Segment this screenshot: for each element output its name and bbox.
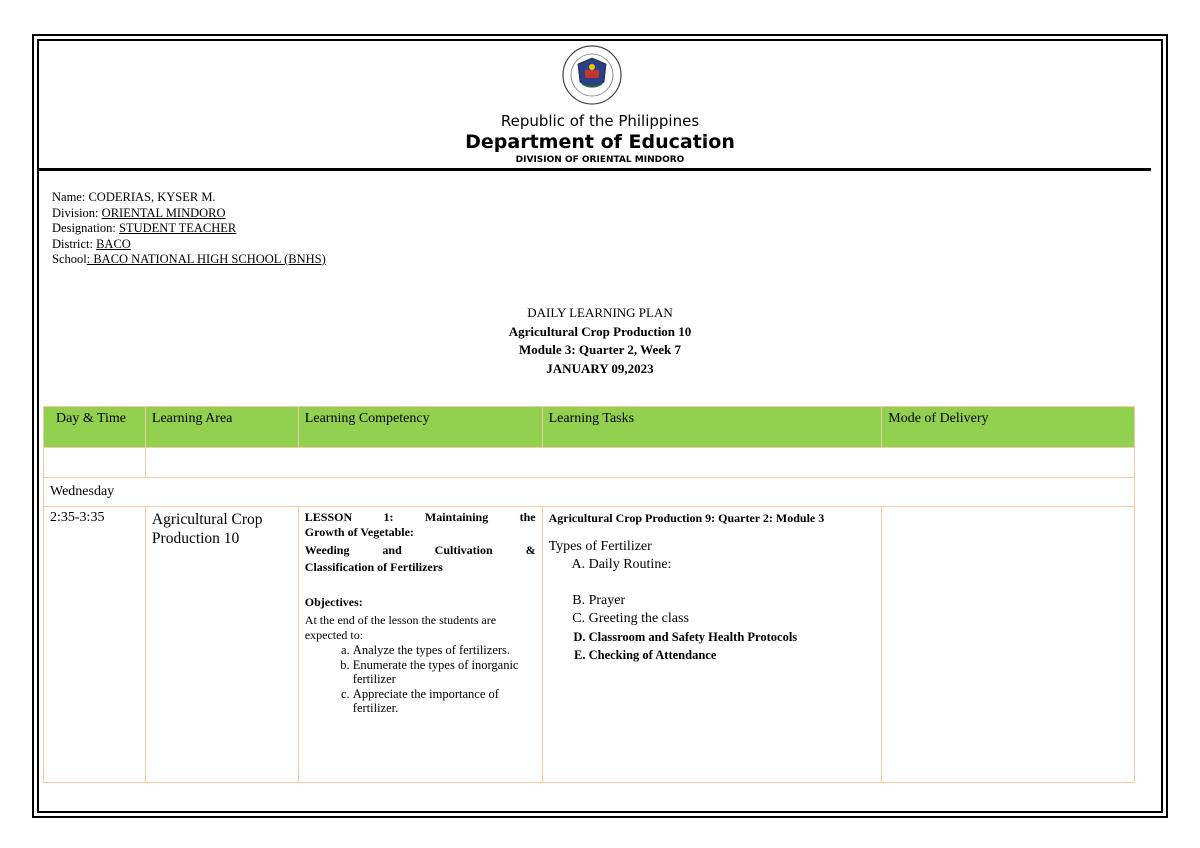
list-item: C. Greeting the class [589,610,876,628]
division-line [52,206,326,222]
plan-module: Module 3: Quarter 2, Week 7 [518,342,681,357]
tasks-list [549,556,876,664]
tasks-cell [542,507,882,783]
school-line [52,252,326,268]
objectives-label: Objectives: [304,595,363,609]
tasks-module-title: Agricultural Crop Production 9: Quarter 2: Module 3 [548,511,825,525]
plan-subject: Agricultural Crop Production 10 [508,323,692,339]
district-label: District: [52,236,97,251]
time-cell: 2:35-3:35 [44,507,146,783]
header-division: DIVISION OF ORIENTAL MINDORO [515,155,685,165]
division-label: Division: [52,205,102,220]
lesson-line-1: LESSON 1: Maintaining the [304,510,536,524]
header-mode-of-delivery: Mode of Delivery [882,407,1135,448]
competency-cell [298,507,542,783]
plan-date: JANUARY 09,2023 [546,360,654,376]
list-item: D. Classroom and Safety Health Protocols [589,628,876,646]
header-learning-area: Learning Area [145,407,298,448]
area-cell: Agricultural Crop Production 10 [145,507,298,783]
blank-cell-wide [145,448,1134,478]
school-label: School [52,252,87,266]
header-learning-tasks: Learning Tasks [542,407,882,448]
header-day-time: Day & Time [44,407,146,448]
header-divider [39,168,1151,171]
district-value: BACO [96,236,131,251]
designation-line [52,221,326,237]
learning-plan-table [43,406,1135,783]
name-value: CODERIAS, KYSER M. [88,190,216,204]
table-header-row [44,407,1135,448]
teacher-info [52,190,326,268]
table-row-day [44,478,1135,507]
lesson-line-3: Weeding and Cultivation & [304,543,536,557]
plan-title-block [0,304,1200,378]
list-item: B. Prayer [589,592,876,610]
tasks-topic: Types of Fertilizer [548,539,652,554]
list-item: a. Analyze the types of fertilizers. [353,643,536,658]
designation-label: Designation: [52,221,120,235]
list-item: E. Checking of Attendance [589,646,876,664]
day-cell: Wednesday [44,478,1135,507]
district-line [52,237,326,253]
header-learning-competency: Learning Competency [298,407,542,448]
table-row-lesson [44,507,1135,783]
list-item: c. Appreciate the importance of fertilizer. [353,687,536,716]
designation-value: STUDENT TEACHER [119,221,237,235]
list-item: A. Daily Routine: [589,556,876,574]
name-label: Name: [52,190,89,204]
division-value: ORIENTAL MINDORO [101,205,226,220]
plan-title: DAILY LEARNING PLAN [527,305,673,320]
list-item: b. Enumerate the types of inorganic fertilizer [353,658,536,687]
deped-seal-icon [552,44,632,106]
school-value: : BACO NATIONAL HIGH SCHOOL (BNHS) [86,252,326,266]
lesson-line-2: Growth of Vegetable: [304,525,414,539]
header-department: Department of Education [465,131,735,153]
objectives-intro: At the end of the lesson the students are expected to: [304,613,497,642]
objectives-list [305,643,536,716]
table-row-blank [44,448,1135,478]
lesson-line-4: Classification of Fertilizers [304,560,443,574]
blank-cell [44,448,146,478]
mode-cell [882,507,1135,783]
name-line [52,190,326,206]
header-republic: Republic of the Philippines [500,112,700,130]
